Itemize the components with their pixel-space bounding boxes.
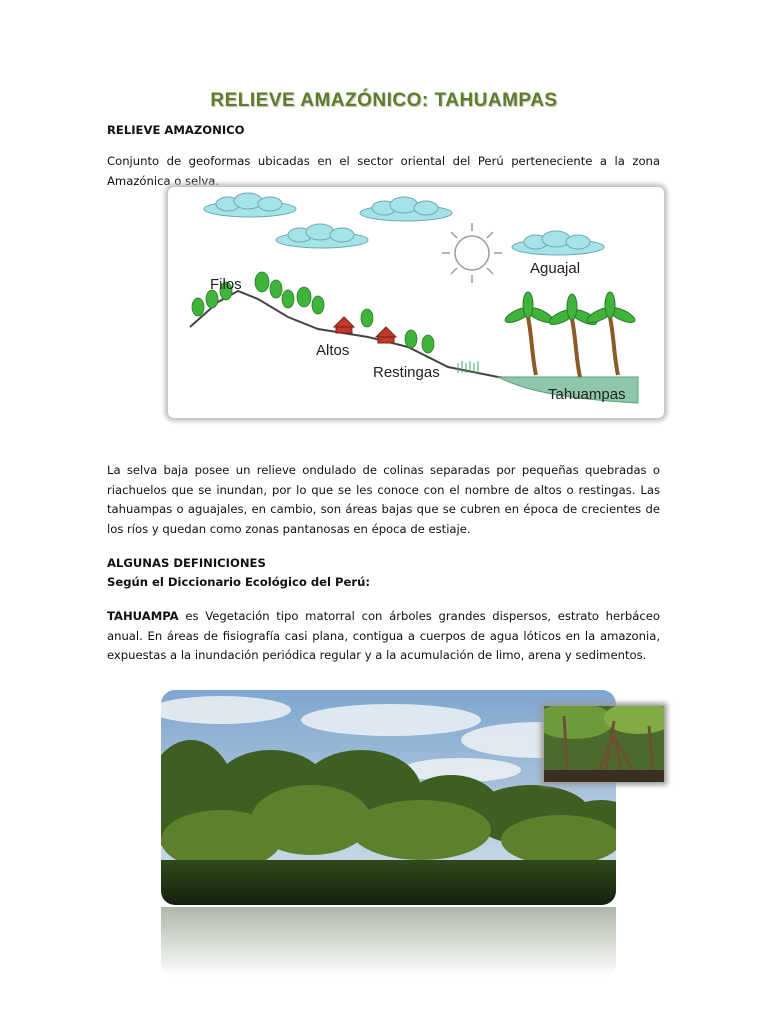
tahuampa-definition-text: es Vegetación tipo matorral con árboles grandes dispersos, estrato herbáceo anual. En áreas de fisiografía casi plana, contigua a cuerpos de agua lóticos en la amazonia, expuestas a la inundación periódica regular y a la acumulación de limo, arena y sedimentos. — [107, 609, 660, 662]
relief-diagram-svg — [168, 187, 664, 418]
label-aguajal: Aguajal — [530, 260, 581, 277]
paragraph-selva-baja: La selva baja posee un relieve ondulado de colinas separadas por pequeñas quebradas o riachuelos que se inundan, por lo que se les conoce con el nombre de altos o restingas. Las tahuampas o aguajales, en cambio, son áreas bajas que se cubren en época de crecientes de los ríos y quedan como zonas pantanosas en época de estiaje. — [107, 463, 660, 536]
definitions-source: Según el Diccionario Ecológico del Perú: — [107, 575, 370, 589]
cloud-icon — [204, 193, 296, 217]
definitions-heading: ALGUNAS DEFINICIONES — [107, 556, 266, 570]
cloud-icon — [360, 197, 452, 221]
section-text-relieve: Conjunto de geoformas ubicadas en el sector oriental del Perú perteneciente a la zona Amazónica o selva. — [107, 154, 660, 188]
relief-diagram — [168, 187, 664, 418]
section-heading-relieve: RELIEVE AMAZONICO — [107, 123, 245, 137]
sun-icon — [442, 223, 502, 283]
label-restingas: Restingas — [373, 364, 440, 381]
cloud-icon — [512, 231, 604, 255]
label-tahuampas: Tahuampas — [548, 386, 626, 403]
terrain-line — [190, 291, 518, 379]
palm-tree-icon — [503, 292, 637, 377]
forest-photo-reflection — [161, 907, 616, 977]
mangrove-svg — [544, 706, 664, 782]
label-altos: Altos — [316, 342, 350, 359]
cloud-icon — [276, 224, 368, 248]
tahuampa-term: TAHUAMPA — [107, 609, 179, 623]
reflection-svg — [161, 907, 616, 977]
mangrove-roots-photo — [544, 706, 664, 782]
page-title: RELIEVE AMAZÓNICO: TAHUAMPAS — [210, 90, 558, 111]
tahuampa-definition — [107, 607, 660, 666]
label-filos: Filos — [210, 276, 242, 293]
